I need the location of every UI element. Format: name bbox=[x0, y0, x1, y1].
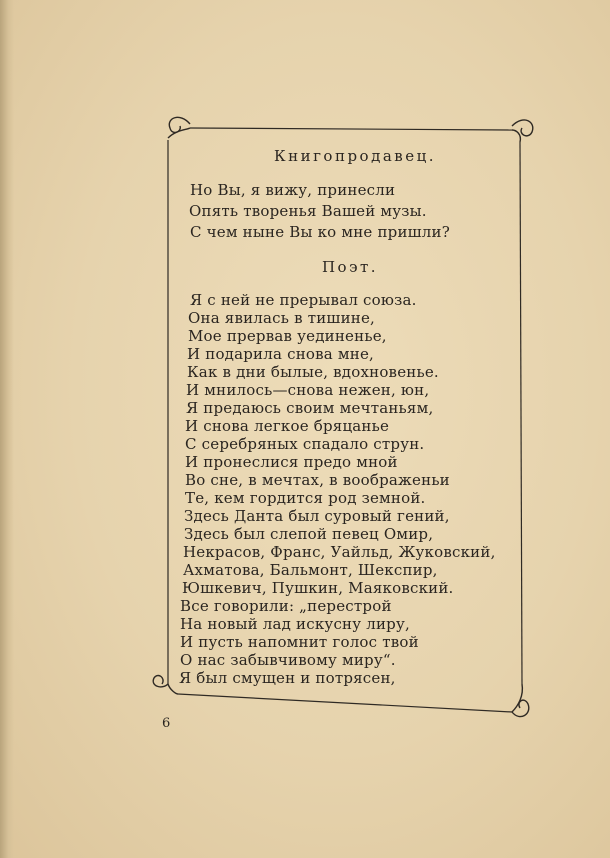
verse-line: Я с ней не прерывал союза. bbox=[190, 291, 417, 309]
verse-line: Во сне, в мечтах, в воображеньи bbox=[185, 471, 450, 489]
page-number: 6 bbox=[162, 716, 171, 731]
verse-line: Я предаюсь своим мечтаньям, bbox=[186, 399, 434, 417]
speaker-bookseller-heading: Книгопродавец. bbox=[273, 147, 437, 165]
verse-line: О нас забывчивому миру“. bbox=[180, 651, 396, 669]
speaker-poet-heading: Поэт. bbox=[321, 258, 379, 276]
verse-line: Здесь Данта был суровый гений, bbox=[184, 507, 450, 525]
verse-line: Те, кем гордится род земной. bbox=[185, 489, 426, 507]
verse-line: Некрасов, Франс, Уайльд, Жуковский, bbox=[183, 543, 496, 561]
verse-line: И пусть напомнит голос твой bbox=[180, 633, 419, 651]
verse-line: Опять творенья Вашей музы. bbox=[189, 202, 427, 220]
verse-line: Но Вы, я вижу, принесли bbox=[190, 181, 396, 199]
verse-line: С серебряных спадало струн. bbox=[185, 435, 425, 453]
corner-ornament-bottom-left bbox=[153, 676, 178, 694]
verse-line: Все говорили: „перестрой bbox=[180, 597, 392, 615]
corner-ornament-bottom-right bbox=[512, 684, 529, 717]
verse-line: Как в дни былые, вдохновенье. bbox=[187, 363, 439, 381]
verse-line: С чем ныне Вы ко мне пришли? bbox=[190, 223, 450, 241]
verse-line: И подарила снова мне, bbox=[187, 345, 374, 363]
verse-line: И снова легкое бряцанье bbox=[185, 417, 390, 435]
corner-ornament-top-left bbox=[168, 117, 190, 138]
corner-ornament-top-right bbox=[512, 120, 533, 142]
verse-line: Она явилась в тишине, bbox=[188, 309, 376, 327]
verse-line: Ахматова, Бальмонт, Шекспир, bbox=[183, 561, 438, 579]
verse-line: Мое прервав уединенье, bbox=[188, 327, 387, 345]
verse-line: Юшкевич, Пушкин, Маяковский. bbox=[182, 579, 454, 597]
verse-line: И пронеслися предо мной bbox=[185, 453, 398, 471]
verse-line: И мнилось—снова нежен, юн, bbox=[186, 381, 430, 399]
verse-line: На новый лад искусну лиру, bbox=[180, 615, 410, 633]
verse-line: Я был смущен и потрясен, bbox=[179, 669, 396, 687]
verse-line: Здесь был слепой певец Омир, bbox=[184, 525, 434, 543]
